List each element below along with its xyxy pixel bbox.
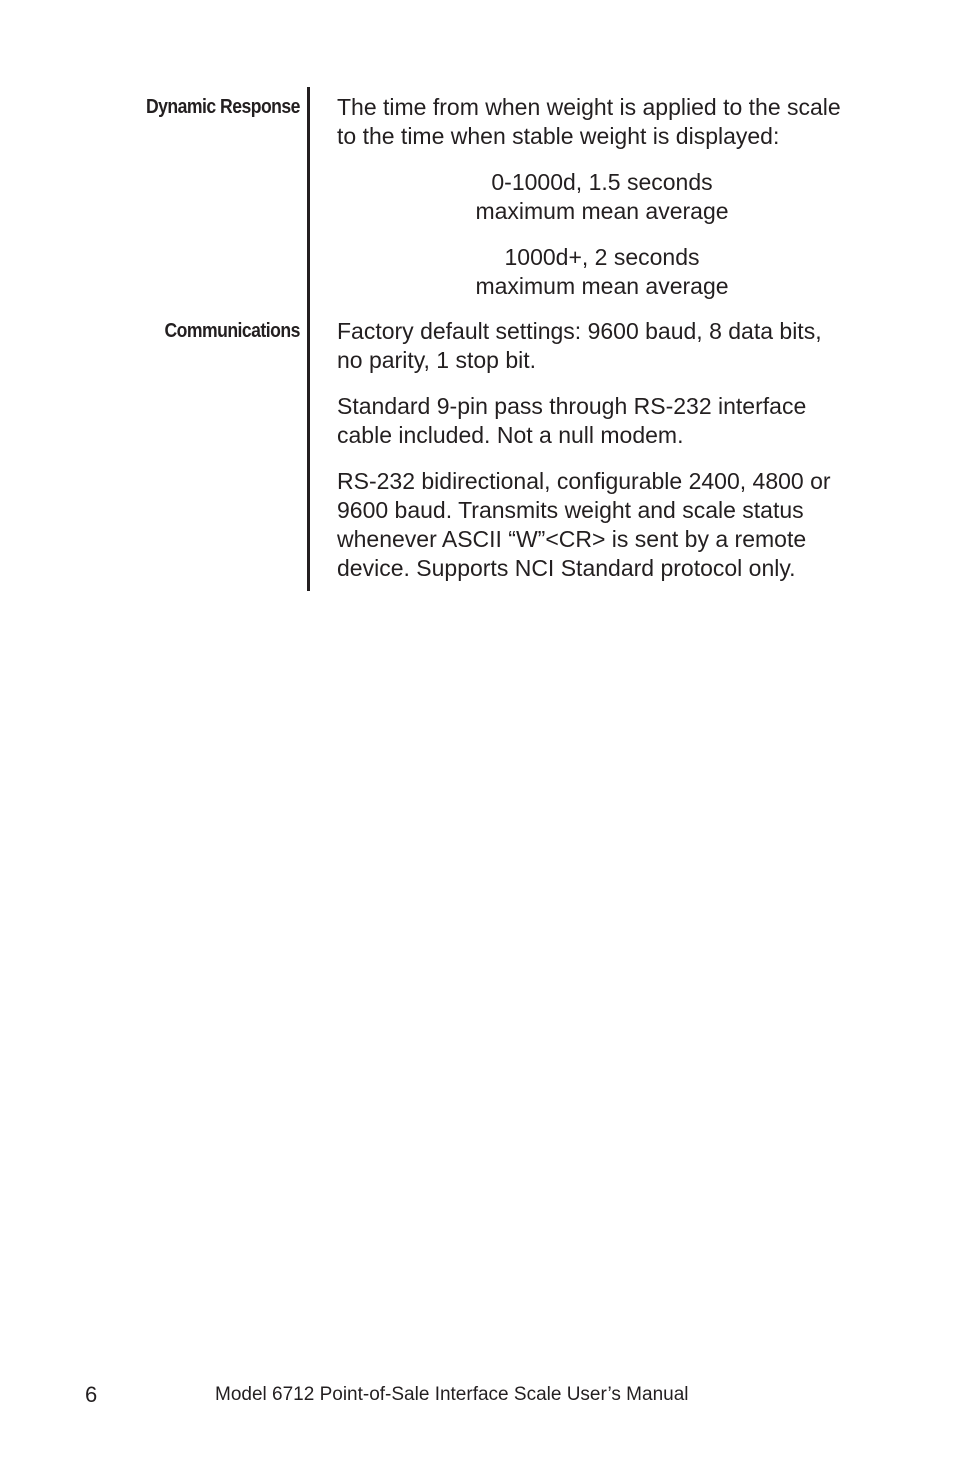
spec-label-communications: Communications — [164, 320, 300, 342]
page-number: 6 — [85, 1382, 98, 1407]
communications-default-settings — [337, 317, 897, 375]
spec-label-dynamic-response: Dynamic Response — [146, 96, 300, 118]
communications-rs232 — [337, 467, 897, 583]
text-line: no parity, 1 stop bit. — [337, 347, 537, 373]
dynamic-response-intro — [337, 93, 897, 151]
footer-title: Model 6712 Point-of-Sale Interface Scale User’s Manual — [215, 1384, 689, 1405]
text-line: whenever ASCII “W”<CR> is sent by a remote — [337, 526, 807, 552]
text-line: to the time when stable weight is displayed: — [337, 123, 780, 149]
text-line: RS-232 bidirectional, configurable 2400, 4800 or — [337, 468, 831, 494]
text-line: Standard 9-pin pass through RS-232 interface — [337, 393, 807, 419]
text-line: maximum mean average — [475, 198, 729, 224]
text-line: 1000d+, 2 seconds — [504, 244, 700, 270]
text-line: Factory default settings: 9600 baud, 8 data bits, — [337, 318, 822, 344]
dynamic-response-spec-1 — [337, 168, 867, 226]
text-line: 9600 baud. Transmits weight and scale status — [337, 497, 804, 523]
text-line: The time from when weight is applied to the scale — [337, 94, 841, 120]
text-line: 0-1000d, 1.5 seconds — [491, 169, 713, 195]
vertical-rule — [307, 87, 310, 591]
communications-cable — [337, 392, 897, 450]
text-line: device. Supports NCI Standard protocol only. — [337, 555, 796, 581]
dynamic-response-spec-2 — [337, 243, 867, 301]
text-line: cable included. Not a null modem. — [337, 422, 684, 448]
text-line: maximum mean average — [475, 273, 729, 299]
